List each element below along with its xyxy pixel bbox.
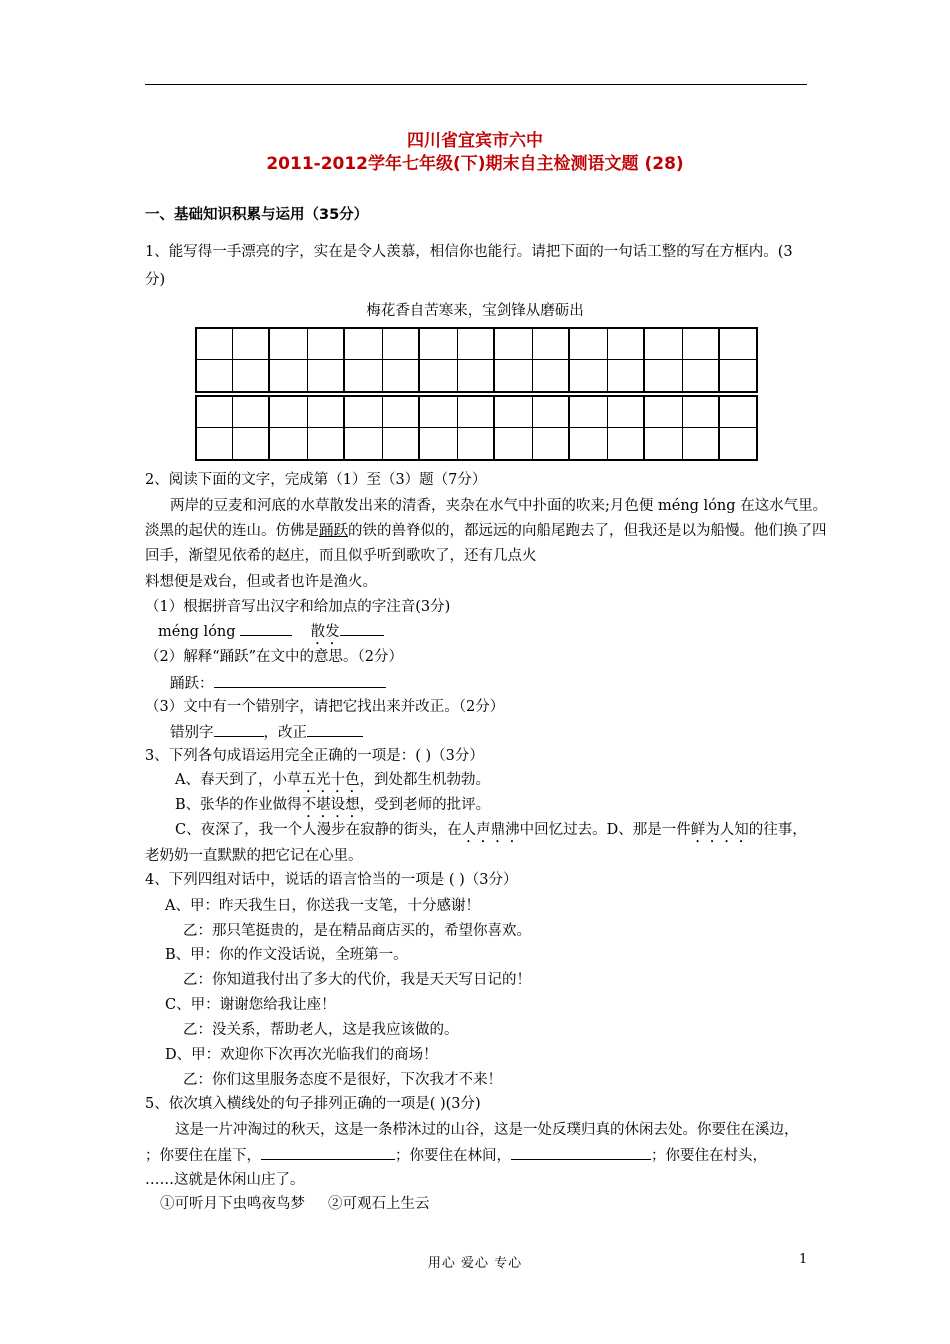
grid-cell[interactable] [495,428,533,461]
grid-cell[interactable] [570,428,608,461]
q3-option-a: A、春天到了，小草五光十色，到处都生机勃勃。 [175,772,490,788]
grid-cell[interactable] [195,428,233,461]
page-title-line1: 四川省宜宾市六中 [407,131,543,151]
answer-blank[interactable] [511,1145,651,1160]
q3-option-c: C、夜深了，我一个人漫步在寂静的街头，在人声鼎沸中回忆过去。D、那是一件鲜为人知的往事， [175,822,807,838]
grid-cell[interactable] [495,327,533,360]
grid-cell[interactable] [308,327,346,360]
q2-sub2: （2）解释“踊跃”在文中的意思。（2分） [145,649,404,665]
q1-text-line2: 分) [145,272,166,288]
grid-cell[interactable] [383,395,421,428]
grid-cell[interactable] [645,395,683,428]
q4-c2: 乙：没关系，帮助老人，这是我应该做的。 [183,1022,459,1038]
grid-cell[interactable] [645,428,683,461]
grid-cell[interactable] [270,360,308,393]
grid-cell[interactable] [495,360,533,393]
grid-cell[interactable] [608,327,646,360]
grid-cell[interactable] [270,395,308,428]
grid-cell[interactable] [495,395,533,428]
grid-cell[interactable] [533,360,571,393]
grid-cell[interactable] [308,395,346,428]
grid-cell[interactable] [233,360,271,393]
q2-passage-line4: 料想便是戏台，但或者也许是渔火。 [145,574,377,590]
grid-cell[interactable] [458,327,496,360]
grid-cell[interactable] [270,327,308,360]
grid-cell[interactable] [383,428,421,461]
grid-cell[interactable] [608,395,646,428]
grid-cell[interactable] [383,360,421,393]
answer-blank[interactable] [261,1145,395,1160]
grid-cell[interactable] [608,360,646,393]
grid-cell[interactable] [383,327,421,360]
answer-blank[interactable] [214,673,386,688]
grid-cell[interactable] [683,395,721,428]
q2-text: 2、阅读下面的文字，完成第（1）至（3）题（7分） [145,472,487,488]
q4-b1: B、甲：你的作文没话说，全班第一。 [165,947,408,963]
grid-cell[interactable] [308,428,346,461]
q1-text-line1: 1、能写得一手漂亮的字，实在是令人羡慕，相信你也能行。请把下面的一句话工整的写在方框内。(3 [145,244,793,260]
q4-d1: D、甲：欢迎你下次再次光临我们的商场！ [165,1047,438,1063]
grid-cell[interactable] [345,395,383,428]
q2-sub3: （3）文中有一个错别字，请把它找出来并改正。（2分） [145,699,505,715]
q2-sub1-answer: méng lóng 散发 [158,621,384,648]
q5-line2: ；你要住在崖下， ；你要住在林间， ；你要住在村头， [145,1145,767,1166]
grid-cell[interactable] [458,360,496,393]
answer-blank[interactable] [214,722,264,737]
q2-passage-line2: 淡黑的起伏的连山。仿佛是踊跃的铁的兽脊似的，都远远的向船尾跑去了，但我还是以为船慢。他们换了四 [145,523,827,539]
grid-cell[interactable] [533,428,571,461]
footer-motto: 用心 爱心 专心 [427,1256,523,1271]
grid-cell[interactable] [645,360,683,393]
grid-cell[interactable] [233,428,271,461]
q4-b2: 乙：你知道我付出了多大的代价，我是天天写日记的！ [183,972,531,988]
q1-copy-sentence: 梅花香自苦寒来，宝剑锋从磨砺出 [366,303,584,319]
grid-cell[interactable] [420,360,458,393]
grid-cell[interactable] [608,428,646,461]
q4-a2: 乙：那只笔挺贵的，是在精品商店买的，希望你喜欢。 [183,923,531,939]
section-heading: 一、基础知识积累与运用（35分） [145,207,369,223]
grid-cell[interactable] [570,360,608,393]
answer-blank[interactable] [240,621,292,636]
grid-cell[interactable] [345,327,383,360]
q4-d2: 乙：你们这里服务态度不是很好，下次我才不来！ [183,1072,502,1088]
grid-cell[interactable] [195,395,233,428]
q3-text: 3、下列各句成语运用完全正确的一项是：( )（3分） [145,748,484,764]
grid-cell[interactable] [683,428,721,461]
q4-a1: A、甲：昨天我生日，你送我一支笔，十分感谢！ [165,898,480,914]
q4-c1: C、甲：谢谢您给我让座！ [165,997,336,1013]
q2-sub2-answer: 踊跃： [170,673,386,694]
grid-cell[interactable] [420,395,458,428]
grid-cell[interactable] [458,428,496,461]
grid-cell[interactable] [420,428,458,461]
q2-sub3-answer: 错别字 ，改正 [170,722,363,743]
grid-cell[interactable] [720,360,758,393]
grid-cell[interactable] [195,327,233,360]
grid-cell[interactable] [233,327,271,360]
grid-cell[interactable] [720,395,758,428]
q5-text: 5、依次填入横线处的句子排列正确的一项是( )(3分) [145,1096,481,1112]
q5-line3: ……这就是休闲山庄了。 [145,1172,305,1188]
q3-option-d-line2: 老奶奶一直默默的把它记在心里。 [145,848,363,864]
grid-cell[interactable] [645,327,683,360]
grid-cell[interactable] [233,395,271,428]
answer-blank[interactable] [340,621,384,636]
q2-passage-line3: 回手，渐望见依希的赵庄，而且似乎听到歌吹了，还有几点火 [145,548,537,564]
grid-cell[interactable] [570,395,608,428]
grid-cell[interactable] [270,428,308,461]
q3-option-b: B、张华的作业做得不堪设想，受到老师的批评。 [175,797,491,813]
grid-cell[interactable] [683,327,721,360]
marked-word: 踊跃 [319,523,348,539]
grid-cell[interactable] [720,428,758,461]
grid-cell[interactable] [683,360,721,393]
q4-text: 4、下列四组对话中，说话的语言恰当的一项是 ( )（3分） [145,872,518,888]
grid-cell[interactable] [570,327,608,360]
q5-options: ①可听月下虫鸣夜鸟梦 ②可观石上生云 [160,1196,430,1212]
page-number: 1 [799,1252,808,1267]
answer-blank[interactable] [307,722,363,737]
grid-cell[interactable] [458,395,496,428]
q2-sub1: （1）根据拼音写出汉字和给加点的字注音(3分) [145,599,451,615]
q5-line1: 这是一片冲淘过的秋天，这是一条栉沐过的山谷，这是一处反璞归真的休闲去处。你要住在溪边， [175,1122,799,1138]
grid-cell[interactable] [308,360,346,393]
grid-cell[interactable] [533,327,571,360]
page-title-line2: 2011-2012学年七年级(下)期末自主检测语文题 (28) [266,154,684,174]
grid-cell[interactable] [345,428,383,461]
grid-cell[interactable] [720,327,758,360]
header-rule [145,84,807,85]
grid-cell[interactable] [195,360,233,393]
grid-cell[interactable] [420,327,458,360]
grid-cell[interactable] [533,395,571,428]
grid-cell[interactable] [345,360,383,393]
q2-passage-line1: 两岸的豆麦和河底的水草散发出来的清香，夹杂在水气中扑面的吹来;月色便 méng lóng 在这水气里。 [170,498,828,514]
